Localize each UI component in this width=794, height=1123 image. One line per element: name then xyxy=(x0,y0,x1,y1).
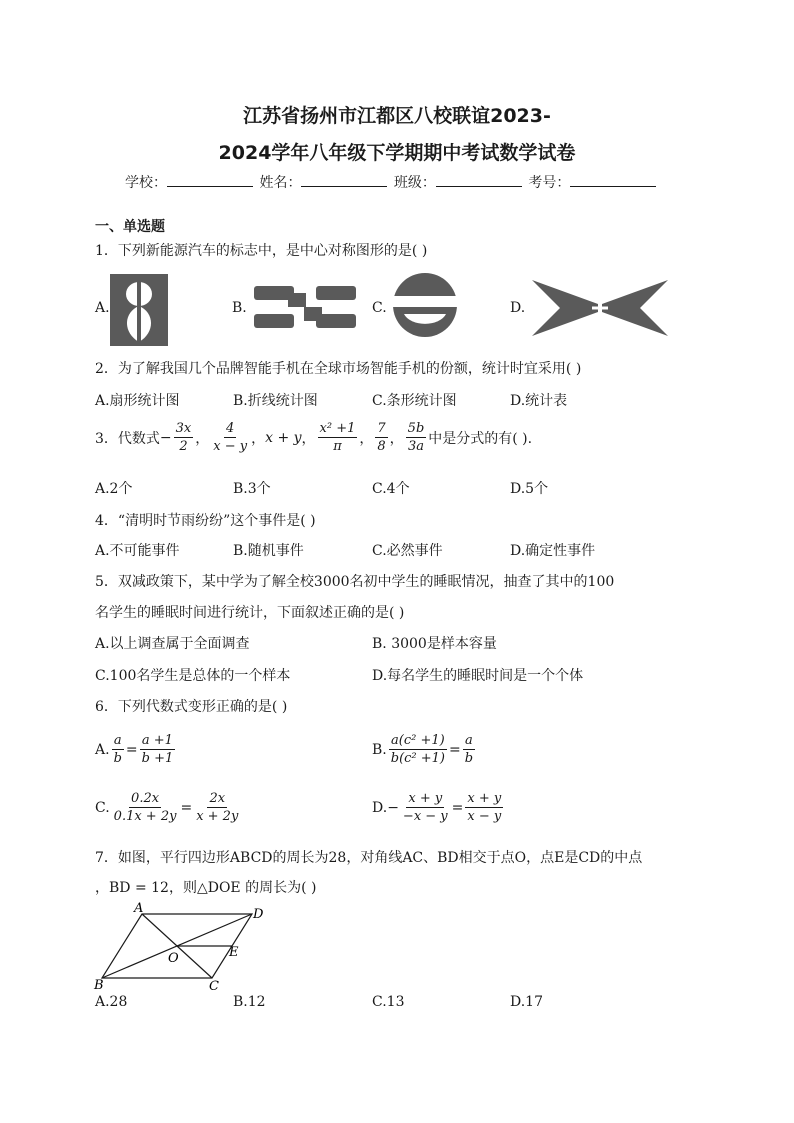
q4-option-a: A.不可能事件 xyxy=(95,543,180,559)
exam-title-line2: 2024学年八年级下学期期中考试数学试卷 xyxy=(218,142,576,164)
vertical-8-logo-icon xyxy=(110,274,168,346)
q5-option-b: B. 3000是样本容量 xyxy=(372,636,497,652)
question-5-stem-line1: 5．双减政策下，某中学为了解全校3000名初中学生的睡眠情况，抽查了其中的100 xyxy=(95,574,615,590)
q3-option-c: C.4个 xyxy=(372,481,410,497)
name-label: 姓名： xyxy=(259,175,302,191)
label-C: C xyxy=(209,979,219,990)
q2-option-c: C.条形统计图 xyxy=(372,393,457,409)
q1-option-c-label: C. xyxy=(372,300,387,316)
q3-option-a: A.2个 xyxy=(95,481,133,497)
exam-number-blank[interactable] xyxy=(570,173,656,187)
q6-option-a: A. $\frac{a}{b}$ = $\frac{a +1}{b +1}$ xyxy=(95,733,174,766)
label-O: O xyxy=(168,951,179,966)
label-E: E xyxy=(229,945,239,960)
name-blank[interactable] xyxy=(301,173,387,187)
question-6-stem: 6．下列代数式变形正确的是( ) xyxy=(95,699,288,715)
question-5-stem-line2: 名学生的睡眠时间进行统计，下面叙述正确的是( ) xyxy=(95,605,405,621)
q3-option-d: D.5个 xyxy=(510,481,549,497)
q3-minus-sign: − xyxy=(159,429,172,446)
q3-expr-1: $\frac{3x}{2}$ xyxy=(175,421,192,454)
student-info-line xyxy=(125,172,658,192)
school-label: 学校： xyxy=(125,175,167,191)
q3-option-b: B.3个 xyxy=(233,481,271,497)
q5-option-a: A.以上调查属于全面调查 xyxy=(95,636,250,652)
q1-option-b-label: B. xyxy=(232,300,247,316)
q2-option-b: B.折线统计图 xyxy=(233,393,318,409)
parallelogram-figure xyxy=(92,900,272,990)
circle-band-logo-icon xyxy=(392,272,458,338)
label-A: A xyxy=(134,901,144,916)
q3-expr-3: x + y xyxy=(265,429,302,446)
q3-expr-4: $\frac{\text{x² +1}}{\pi}$ xyxy=(319,421,356,454)
q3-expr-6: $\frac{5b}{3a}$ xyxy=(407,421,425,454)
q4-option-d: D.确定性事件 xyxy=(510,543,596,559)
q5-option-c: C.100名学生是总体的一个样本 xyxy=(95,668,291,684)
question-4-stem: 4．“清明时节雨纷纷”这个事件是( ) xyxy=(95,513,316,529)
exam-title-line1: 江苏省扬州市江都区八校联谊2023- xyxy=(243,105,551,127)
q7-option-b: B.12 xyxy=(233,994,266,1010)
label-B: B xyxy=(94,978,104,990)
question-3-stem: 3．代数式 − $\frac{3x}{2}$ ， $\frac{4}{x - y}$ ， x + y ， $\frac{\text{x² +1}}{\pi}$ ， $\frac{7}{8}$ ， $\frac{5b}{3a}$ 中是分式的有( ). xyxy=(95,421,533,454)
double-arrow-logo-icon xyxy=(532,278,668,338)
q6-option-d: D. − $\frac{x + y}{-x - y}$ = $\frac{x + y}{x - y}$ xyxy=(372,791,502,824)
question-2-stem: 2．为了解我国几个品牌智能手机在全球市场智能手机的份额，统计时宜采用( ) xyxy=(95,361,582,377)
q5-option-d: D.每名学生的睡眠时间是一个个体 xyxy=(372,668,584,684)
class-label: 班级： xyxy=(393,175,436,191)
interlocking-bars-logo-icon xyxy=(252,284,358,330)
q4-option-b: B.随机事件 xyxy=(233,543,304,559)
q3-expr-5: $\frac{7}{8}$ xyxy=(377,421,386,454)
section-heading: 一、单选题 xyxy=(95,219,165,235)
question-7-stem-line2: ，BD = 12，则△DOE 的周长为( ) xyxy=(95,880,317,896)
question-7-stem-line1: 7．如图，平行四边形ABCD的周长为28，对角线AC、BD相交于点O，点E是CD的中点 xyxy=(95,850,643,866)
class-blank[interactable] xyxy=(436,173,522,187)
q1-option-d-label: D. xyxy=(510,300,526,316)
q6-option-c: C. $\frac{0.2x}{0.1x + 2y}$ = $\frac{2x}{x + 2y}$ xyxy=(95,791,239,824)
q7-option-a: A.28 xyxy=(95,994,128,1010)
q6-option-b: B. $\frac{\text{a(c² +1)}}{\text{b(c² +1)}}$ = $\frac{a}{b}$ xyxy=(372,733,474,766)
school-blank[interactable] xyxy=(167,173,253,187)
question-1-stem: 1．下列新能源汽车的标志中，是中心对称图形的是( ) xyxy=(95,243,428,259)
q1-option-a-label: A. xyxy=(95,300,110,316)
q2-option-a: A.扇形统计图 xyxy=(95,393,180,409)
q7-option-c: C.13 xyxy=(372,994,405,1010)
q3-expr-2: $\frac{4}{x - y}$ xyxy=(213,421,248,454)
label-D: D xyxy=(253,907,264,922)
q7-option-d: D.17 xyxy=(510,994,543,1010)
q3-prefix: 3．代数式 xyxy=(95,430,160,447)
q2-option-d: D.统计表 xyxy=(510,393,568,409)
q4-option-c: C.必然事件 xyxy=(372,543,443,559)
q3-suffix: 中是分式的有( ). xyxy=(428,430,533,447)
exam-number-label: 考号： xyxy=(528,175,571,191)
